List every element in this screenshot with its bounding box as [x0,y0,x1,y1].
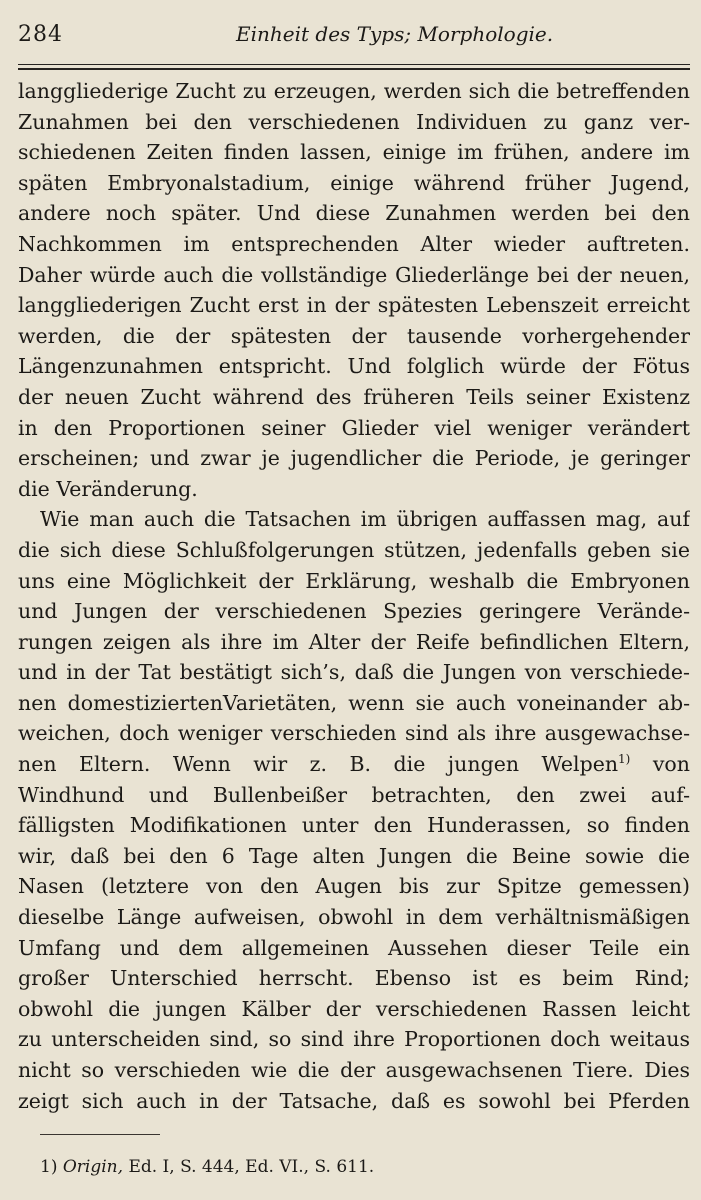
footnote-marker: 1) [40,1157,58,1177]
text-line: Daher würde auch die vollständige Gliederlänge bei der neuen, [18,262,690,287]
text-line: und in der Tat bestätigt sich’s, daß die Jungen von verschiede- [18,660,690,685]
text-line: obwohl die jungen Kälber der verschiedenen Rassen leicht [18,996,690,1021]
text-line: rungen zeigen als ihre im Alter der Reife befindlichen Eltern, [18,629,690,654]
text-line: Zunahmen bei den verschiedenen Individuen zu ganz ver- [18,109,690,134]
text-line: der neuen Zucht während des früheren Teils seiner Existenz [18,384,690,409]
running-head: Einheit des Typs; Morphologie. [236,22,554,46]
text-line: Windhund und Bullenbeißer betrachten, den zwei auf- [18,782,690,807]
text-line: fälligsten Modifikationen unter den Hunderassen, so finden [18,813,690,838]
text-line: wir, daß bei den 6 Tage alten Jungen die Beine sowie die [18,843,690,868]
text-line: zu unterscheiden sind, so sind ihre Proportionen doch weitaus [18,1027,690,1052]
body-text [18,76,690,1116]
text-line-footnote-ref [18,749,690,780]
header-rule-thin [18,64,690,65]
text-line: uns eine Möglichkeit der Erklärung, weshalb die Embryonen [18,568,690,593]
footnote-title: Origin, [62,1157,124,1177]
text-line: erscheinen; und zwar je jugendlicher die Periode, je geringer [18,446,690,471]
page-header [18,18,690,52]
text-line: dieselbe Länge aufweisen, obwohl in dem verhältnismäßigen [18,905,690,930]
text-line: und Jungen der verschiedenen Spezies geringere Verände- [18,599,690,624]
text-line: nicht so verschieden wie die der ausgewachsenen Tiere. Dies [18,1058,690,1082]
text-line: großer Unterschied herrscht. Ebenso ist es beim Rind; [18,966,690,991]
text-line: Umfang und dem allgemeinen Aussehen dieser Teile ein [18,935,690,960]
text-line: die sich diese Schlußfolgerungen stützen, jedenfalls geben sie [18,537,690,562]
text-line: späten Embryonalstadium, einige während früher Jugend, [18,170,690,195]
text-line: nen domestiziertenVarietäten, wenn sie auch voneinander ab- [18,690,690,715]
text-line: in den Proportionen seiner Glieder viel weniger verändert [18,415,690,440]
footnote-rule [40,1134,160,1135]
footnote [40,1157,374,1177]
text-line: Nachkommen im entsprechenden Alter wieder auftreten. [18,231,690,256]
text-line: andere noch später. Und diese Zunahmen werden bei den [18,201,690,226]
footnote-text: Ed. I, S. 444, Ed. VI., S. 611. [123,1157,375,1177]
text-line: zeigt sich auch in der Tatsache, daß es sowohl bei Pferden [18,1088,690,1113]
text-line: langgliederige Zucht zu erzeugen, werden sich die betreffenden [18,79,690,103]
text-line: Wie man auch die Tatsachen im übrigen auffassen mag, auf [40,507,690,532]
text-line: langgliederigen Zucht erst in der spätesten Lebenszeit erreicht [18,293,690,318]
footnote-ref: 1) [618,752,631,767]
text-line: die Veränderung. [18,476,198,501]
text-segment: von [630,752,690,777]
text-segment: nen Eltern. Wenn wir z. B. die jungen Welpen [18,752,619,777]
header-rule-thick [18,68,690,70]
page-number: 284 [18,22,63,47]
text-line: Längenzunahmen entspricht. Und folglich würde der Fötus [18,354,690,379]
text-line: weichen, doch weniger verschieden sind als ihre ausgewachse- [18,721,690,746]
text-line: werden, die der spätesten der tausende vorhergehender [18,323,690,348]
text-line: Nasen (letztere von den Augen bis zur Spitze gemessen) [18,874,690,899]
text-line: schiedenen Zeiten finden lassen, einige im frühen, andere im [18,140,690,165]
